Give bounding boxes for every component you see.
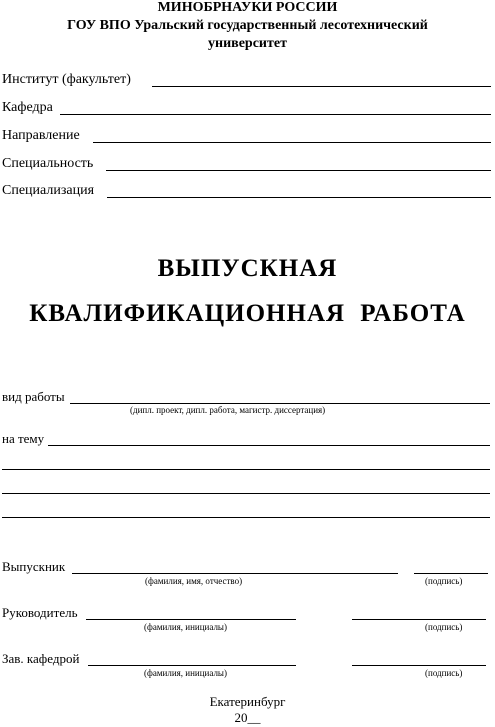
supervisor-signature-line[interactable]	[352, 619, 486, 620]
institute-line[interactable]	[152, 86, 491, 87]
institute-label: Институт (факультет)	[2, 72, 131, 87]
head-name-hint: (фамилия, инициалы)	[144, 668, 227, 678]
graduate-signature-line[interactable]	[414, 573, 488, 574]
document-title-line1: ВЫПУСКНАЯ	[157, 255, 338, 282]
university-name-line1: ГОУ ВПО Уральский государственный лесотехнический	[67, 18, 428, 33]
supervisor-name-hint: (фамилия, инициалы)	[144, 622, 227, 632]
graduate-name-hint: (фамилия, имя, отчество)	[145, 576, 243, 586]
graduate-signature-hint: (подпись)	[425, 576, 463, 586]
head-of-department-label: Зав. кафедрой	[2, 651, 80, 666]
head-signature-line[interactable]	[352, 665, 486, 666]
direction-label: Направление	[2, 128, 80, 143]
department-line[interactable]	[60, 114, 491, 115]
work-type-line[interactable]	[70, 403, 490, 404]
topic-line-1[interactable]	[48, 445, 490, 446]
direction-line[interactable]	[93, 142, 491, 143]
document-title-line2: КВАЛИФИКАЦИОННАЯ РАБОТА	[29, 300, 466, 327]
ministry-title: МИНОБРНАУКИ РОССИИ	[157, 0, 338, 15]
head-signature-hint: (подпись)	[425, 668, 463, 678]
graduate-label: Выпускник	[2, 559, 66, 574]
topic-line-4[interactable]	[2, 517, 490, 518]
supervisor-signature-hint: (подпись)	[425, 622, 463, 632]
year: 20__	[234, 710, 261, 725]
university-name-line2: университет	[208, 36, 287, 51]
supervisor-name-line[interactable]	[86, 619, 296, 620]
work-type-label: вид работы	[2, 389, 65, 404]
specialty-line[interactable]	[106, 170, 491, 171]
topic-line-3[interactable]	[2, 493, 490, 494]
department-label: Кафедра	[2, 100, 53, 115]
specialty-label: Специальность	[2, 156, 94, 171]
supervisor-label: Руководитель	[2, 605, 78, 620]
head-name-line[interactable]	[88, 665, 296, 666]
work-type-hint: (дипл. проект, дипл. работа, магистр. диссертация)	[130, 405, 326, 415]
city: Екатеринбург	[209, 694, 286, 709]
topic-line-2[interactable]	[2, 469, 490, 470]
topic-label: на тему	[2, 431, 45, 446]
graduate-name-line[interactable]	[72, 573, 398, 574]
specialization-label: Специализация	[2, 183, 95, 198]
specialization-line[interactable]	[107, 197, 491, 198]
